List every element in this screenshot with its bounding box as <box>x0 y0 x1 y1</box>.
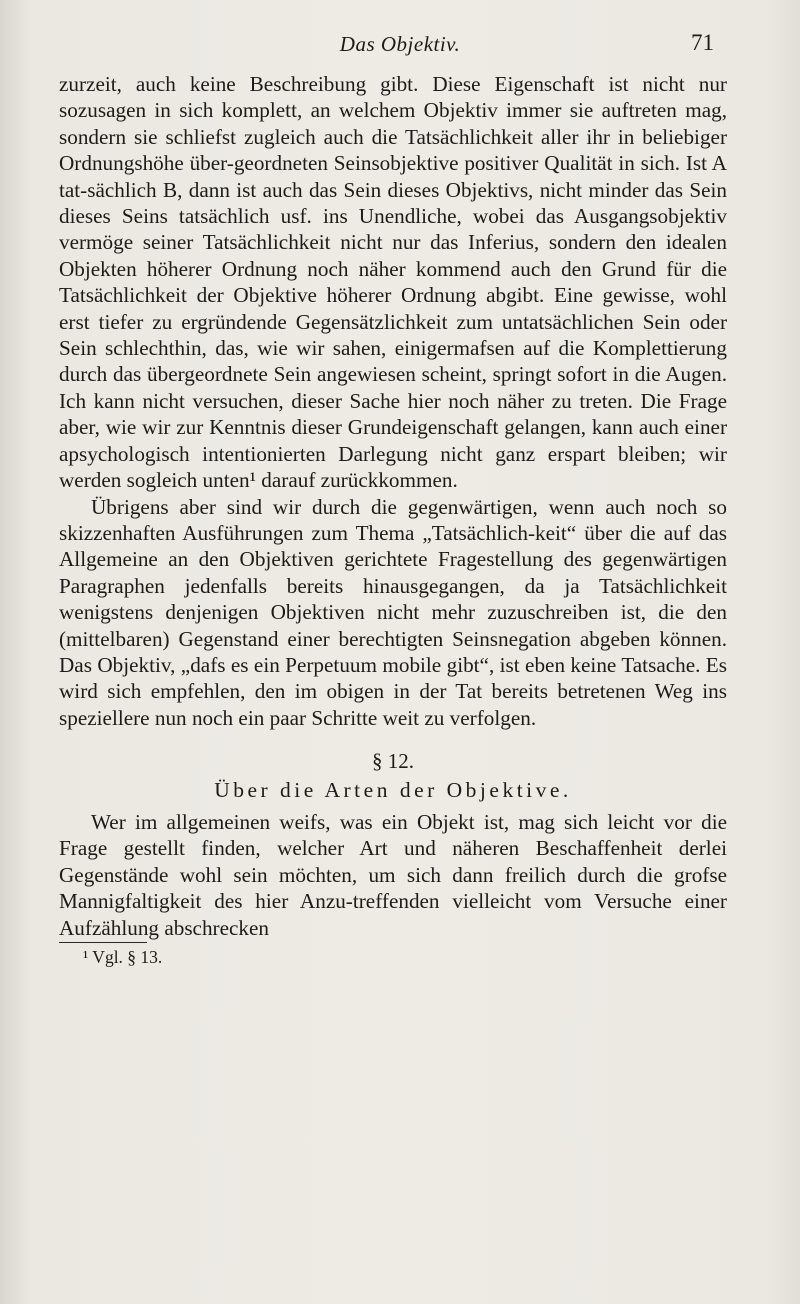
paragraph-2: Übrigens aber sind wir durch die gegenwärtigen, wenn auch noch so skizzenhaften Ausführungen zum Thema „Tatsächlich-keit“ über die auf das Allgemeine an den Objektiven gerichtete Fragestellung des gegenwärtigen Paragraphen jedenfalls bereits hinausgegangen, da ja Tatsächlichkeit wenigstens denjenigen Objektiven nicht mehr zuzuschreiben ist, die den (mittelbaren) Gegenstand einer berechtigten Seinsnegation abgeben können. Das Objektiv, „dafs es ein Perpetuum mobile gibt“, ist eben keine Tatsache. Es wird sich empfehlen, den im obigen in der Tat bereits betretenen Weg ins speziellere nun noch ein paar Schritte weit zu verfolgen. <box>59 494 727 730</box>
footnote-divider <box>59 942 147 943</box>
body-text <box>59 71 727 968</box>
page-number: 71 <box>691 30 714 55</box>
section-title: Über die Arten der Objektive. <box>214 777 572 802</box>
section-number: § 12. <box>372 749 414 774</box>
running-title: Das Objektiv. <box>339 32 461 56</box>
page-header <box>0 30 800 64</box>
section-paragraph: Wer im allgemeinen weifs, was ein Objekt ist, mag sich leicht vor die Frage gestellt finden, welcher Art und näheren Beschaffenheit derlei Gegenstände wohl sein möchten, um sich dann freilich durch die grofse Mannigfaltigkeit des hier Anzu-treffenden vielleicht vom Versuche einer Aufzählung abschrecken <box>59 809 727 940</box>
footnote: ¹ Vgl. § 13. <box>83 947 163 967</box>
paragraph-1: zurzeit, auch keine Beschreibung gibt. Diese Eigenschaft ist nicht nur sozusagen in sich komplett, an welchem Objektiv immer sie auftreten mag, sondern sie schliefst zugleich auch die Tatsächlichkeit aller ihr in beliebiger Ordnungshöhe über-geordneten Seinsobjektive positiver Qualität in sich. Ist A tat-sächlich B, dann ist auch das Sein dieses Objektivs, nicht minder das Sein dieses Seins tatsächlich usf. ins Unendliche, wobei das Ausgangsobjektiv vermöge seiner Tatsächlichkeit nicht nur das Inferius, sondern den idealen Objekten höherer Ordnung noch näher kommend auch den Grund für die Tatsächlichkeit der Objektive höherer Ordnung abgibt. Eine gewisse, wohl erst tiefer zu ergründende Gegensätzlichkeit zum untatsächlichen Sein oder Sein schlechthin, das, wie wir sahen, einigermafsen auf die Komplettierung durch das übergeordnete Sein angewiesen scheint, springt sofort in die Augen. Ich kann nicht versuchen, dieser Sache hier noch näher zu treten. Die Frage aber, wie wir zur Kenntnis dieser Grundeigenschaft gelangen, kann auch einer apsychologisch intentionierten Darlegung nicht ganz erspart bleiben; wir werden sogleich unten¹ darauf zurückkommen. <box>59 72 727 493</box>
